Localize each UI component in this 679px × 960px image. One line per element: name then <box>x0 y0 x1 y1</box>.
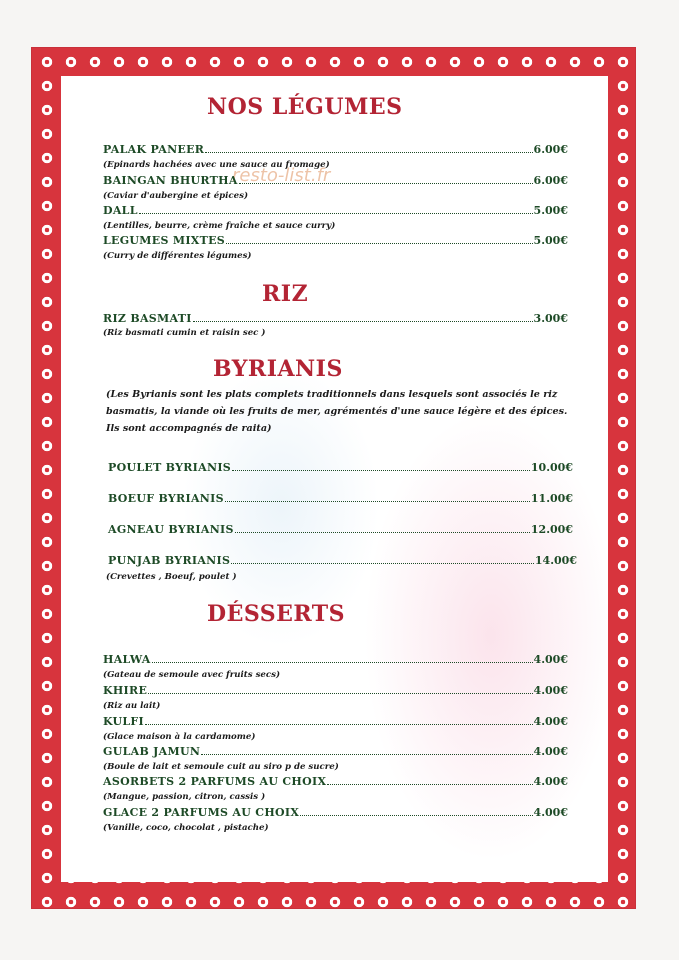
menu-item <box>103 234 568 248</box>
item-description: (Crevettes , Boeuf, poulet ) <box>106 572 237 582</box>
section-title-legumes: NOS LÉGUMES <box>207 94 403 120</box>
dot-leader <box>239 174 533 184</box>
section-title-desserts: DÉSSERTS <box>207 601 346 627</box>
watermark: resto-list.fr <box>232 165 331 186</box>
menu-item <box>103 775 568 789</box>
item-description: (Riz basmati cumin et raisin sec ) <box>103 328 266 338</box>
item-description: (Vanille, coco, chocolat , pistache) <box>103 823 269 833</box>
item-price: 6.00€ <box>533 143 568 156</box>
item-name: AGNEAU BYRIANIS <box>108 523 234 536</box>
dot-leader <box>226 234 533 244</box>
item-price: 4.00€ <box>533 745 568 758</box>
menu-item <box>108 554 577 568</box>
item-price: 4.00€ <box>533 684 568 697</box>
menu-item <box>103 204 568 218</box>
menu-item <box>103 715 568 729</box>
dot-leader <box>205 143 532 153</box>
item-price: 10.00€ <box>530 461 573 474</box>
dot-leader <box>327 775 532 785</box>
item-description: (Lentilles, beurre, crème fraîche et sauce curry) <box>103 221 336 231</box>
item-name: POULET BYRIANIS <box>108 461 232 474</box>
item-price: 4.00€ <box>533 653 568 666</box>
dot-leader <box>225 492 530 502</box>
item-price: 12.00€ <box>530 523 573 536</box>
menu-item <box>108 461 573 475</box>
item-description: (Gateau de semoule avec fruits secs) <box>103 670 281 680</box>
dot-leader <box>139 204 533 214</box>
item-price: 3.00€ <box>533 312 568 325</box>
item-description: (Epinards hachées avec une sauce au fromage) <box>103 160 330 170</box>
dot-leader <box>231 554 534 564</box>
item-name: GULAB JAMUN <box>103 745 201 758</box>
menu-item <box>103 745 568 759</box>
item-name: GLACE 2 PARFUMS AU CHOIX <box>103 806 300 819</box>
menu-item <box>103 684 568 698</box>
item-description: (Curry de différentes légumes) <box>103 251 252 261</box>
item-name: HALWA <box>103 653 151 666</box>
dot-leader <box>201 745 532 755</box>
item-name: BAINGAN BHURTHA <box>103 174 238 187</box>
item-price: 5.00€ <box>533 234 568 247</box>
menu-item <box>103 143 568 157</box>
byrianis-description: (Les Byrianis sont les plats complets traditionnels dans lesquels sont associés le riz basmatis, la viande où les fruits de mer, agrémentés d'une sauce légère et des épices. Ils sont accompagnés de raita) <box>106 389 568 434</box>
item-description: (Boule de lait et semoule cuit au siro p de sucre) <box>103 762 339 772</box>
item-name: PALAK PANEER <box>103 143 205 156</box>
dot-leader <box>232 461 530 471</box>
dot-leader <box>235 523 530 533</box>
item-name: ASORBETS 2 PARFUMS AU CHOIX <box>103 775 327 788</box>
item-description: (Caviar d'aubergine et épices) <box>103 191 249 201</box>
item-name: BOEUF BYRIANIS <box>108 492 224 505</box>
menu-item <box>108 523 573 537</box>
menu-item <box>103 806 568 820</box>
dot-leader <box>193 312 533 322</box>
section-title-riz: RIZ <box>262 281 309 307</box>
menu-item <box>103 653 568 667</box>
dot-leader <box>148 684 532 694</box>
menu-item <box>103 312 568 326</box>
dot-leader <box>300 806 532 816</box>
dot-leader <box>152 653 533 663</box>
item-name: RIZ BASMATI <box>103 312 192 325</box>
item-price: 4.00€ <box>533 715 568 728</box>
item-description: (Mangue, passion, citron, cassis ) <box>103 792 266 802</box>
item-name: LEGUMES MIXTES <box>103 234 226 247</box>
item-description: (Riz au lait) <box>103 701 161 711</box>
item-price: 14.00€ <box>534 554 577 567</box>
item-price: 11.00€ <box>530 492 573 505</box>
item-name: KHIRE <box>103 684 148 697</box>
item-name: PUNJAB BYRIANIS <box>108 554 231 567</box>
dot-leader <box>145 715 533 725</box>
item-price: 6.00€ <box>533 174 568 187</box>
menu-item <box>103 174 568 188</box>
item-name: DALL <box>103 204 138 217</box>
item-price: 4.00€ <box>533 775 568 788</box>
menu-item <box>108 492 573 506</box>
item-description: (Glace maison à la cardamome) <box>103 732 256 742</box>
item-price: 4.00€ <box>533 806 568 819</box>
item-price: 5.00€ <box>533 204 568 217</box>
item-name: KULFI <box>103 715 144 728</box>
section-title-byrianis: BYRIANIS <box>213 356 343 382</box>
